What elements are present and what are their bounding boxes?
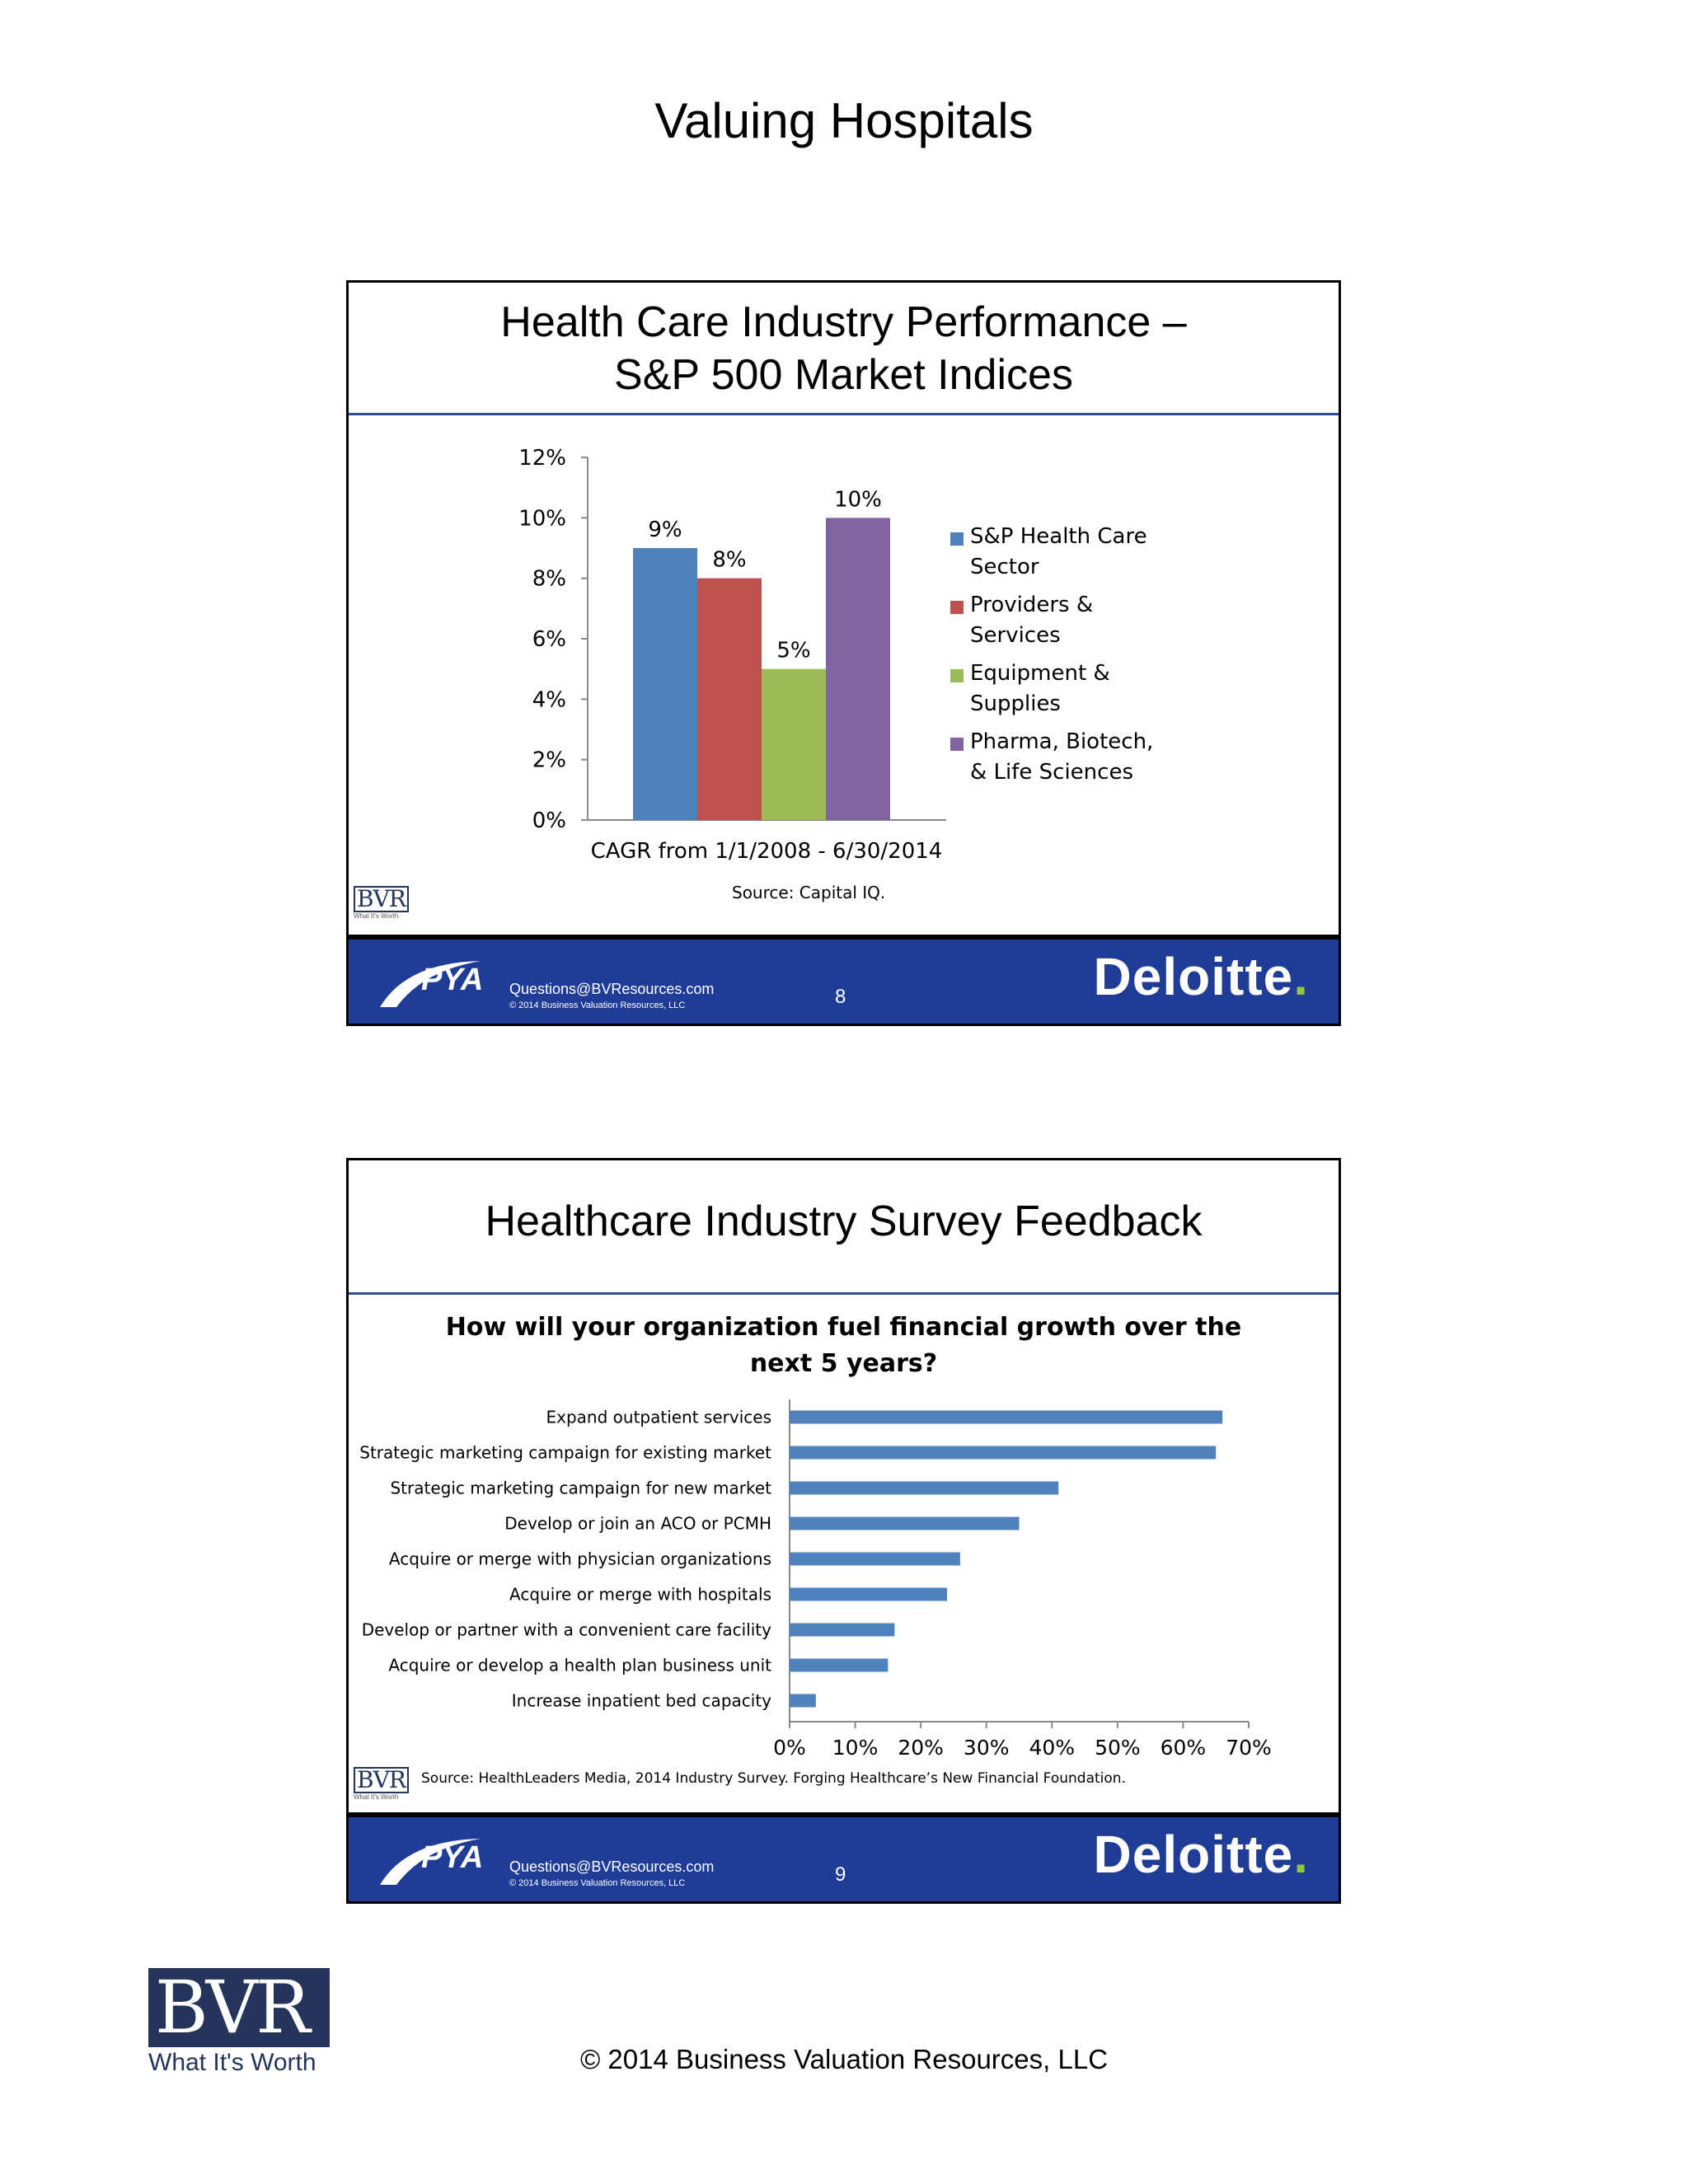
y-tick-label: 4% [532,687,566,713]
bvr-logo-large-letters: BVR [148,1968,330,2047]
legend-text: Sector [970,555,1039,579]
bar [762,669,826,820]
bar [790,1624,894,1637]
x-category-label: CAGR from 1/1/2008 - 6/30/2014 [590,839,943,864]
slide-number: 8 [835,986,846,1008]
industry-performance-chart [349,423,1338,901]
bar [790,1553,960,1566]
y-tick-label: 8% [532,566,566,592]
deloitte-logo [1094,1824,1309,1885]
slide-9 [346,1158,1341,1904]
y-tick-label: 6% [532,627,566,652]
slide-8-title-line2: S&P 500 Market Indices [614,351,1073,399]
deloitte-dot: . [1293,1825,1309,1884]
y-tick-label: 12% [518,446,566,471]
deloitte-wordmark: Deloitte [1093,947,1294,1006]
footer-email[interactable]: Questions@BVResources.com [509,1858,715,1875]
category-label: Strategic marketing campaign for new market [390,1478,771,1498]
survey-chart-title-line1: How will your organization fuel financial growth over the [445,1313,1242,1342]
bvr-logo-letters: BVR [354,886,409,912]
deloitte-wordmark: Deloitte [1093,1825,1294,1884]
legend-item-equipment [970,658,1110,719]
pya-logo: PYA [421,963,484,997]
bar [790,1411,1222,1424]
category-label: Acquire or develop a health plan business unit [388,1655,771,1675]
pya-logo: PYA [421,1840,484,1875]
x-tick-label: 10% [832,1736,879,1760]
deloitte-logo [1094,946,1309,1007]
bvr-logo-tagline: What It's Worth [354,912,399,920]
legend-text: Equipment & [970,661,1110,686]
category-label: Develop or partner with a convenient care facility [361,1619,771,1640]
slide-9-title-divider [349,1292,1339,1295]
category-label: Acquire or merge with hospitals [509,1584,771,1605]
bar [790,1482,1058,1495]
x-tick-label: 0% [773,1736,806,1760]
bvr-logo-small [354,886,413,919]
legend-item-health-care [970,522,1147,583]
x-tick-label: 50% [1095,1736,1141,1760]
x-tick-label: 40% [1029,1736,1076,1760]
bar [790,1694,816,1708]
legend-item-pharma [970,727,1153,788]
slide-8-source: Source: Capital IQ. [732,883,886,902]
x-tick-label: 30% [963,1736,1010,1760]
y-tick-label: 0% [532,808,566,833]
x-tick-label: 70% [1226,1736,1272,1760]
category-label: Increase inpatient bed capacity [511,1690,771,1711]
survey-feedback-chart [349,1391,1338,1770]
bar [697,579,762,820]
data-label: 8% [712,547,747,573]
bar [790,1659,888,1672]
category-label: Expand outpatient services [546,1407,771,1427]
slide-8-title-divider [349,413,1339,415]
footer-email[interactable]: Questions@BVResources.com [509,981,715,997]
slide-9-title: Healthcare Industry Survey Feedback [485,1197,1203,1245]
category-label: Develop or join an ACO or PCMH [504,1513,771,1534]
bvr-logo-large-tagline: What It's Worth [148,2049,316,2076]
legend-swatch-pharma [950,738,964,751]
legend-text: & Life Sciences [970,760,1133,785]
bar [633,548,697,820]
slide-8-title-line1: Health Care Industry Performance – [500,298,1187,346]
bar [790,1517,1020,1530]
data-label: 9% [648,518,682,542]
legend-text: Supplies [970,691,1061,716]
slide-number: 9 [835,1863,846,1886]
y-tick-label: 10% [518,506,566,532]
category-label: Strategic marketing campaign for existing market [359,1442,771,1463]
survey-chart-title-line2: next 5 years? [749,1349,938,1378]
deloitte-dot: . [1293,947,1309,1006]
bvr-logo-small [354,1767,413,1800]
bar [826,518,890,820]
data-label: 10% [834,487,882,513]
bvr-logo-tagline: What It's Worth [354,1793,399,1801]
x-tick-label: 60% [1160,1736,1207,1760]
legend-text: Services [970,623,1061,648]
y-tick-label: 2% [532,748,566,773]
slide-8 [346,280,1341,1026]
legend-text: S&P Health Care [970,524,1147,549]
x-tick-label: 20% [898,1736,944,1760]
slide-9-source: Source: HealthLeaders Media, 2014 Industry Survey. Forging Healthcare’s New Financial Foundation. [421,1770,1126,1787]
legend-item-providers [970,590,1093,651]
bar [790,1588,947,1601]
category-label: Acquire or merge with physician organizations [388,1549,771,1569]
page-copyright: © 2014 Business Valuation Resources, LLC [579,2044,1109,2074]
bar [790,1446,1216,1460]
data-label: 5% [776,638,811,663]
footer-copyright: © 2014 Business Valuation Resources, LLC [509,1878,686,1888]
slide-9-footer [349,1812,1339,1901]
page-title: Valuing Hospitals [654,93,1034,148]
legend-text: Providers & [970,593,1094,617]
footer-copyright: © 2014 Business Valuation Resources, LLC [509,1001,686,1010]
slide-8-footer [349,935,1339,1024]
legend-swatch-health-care [950,532,964,546]
legend-swatch-providers [950,601,964,614]
legend-text: Pharma, Biotech, [970,729,1154,754]
legend-swatch-equipment [950,669,964,682]
bvr-logo-letters: BVR [354,1767,409,1793]
